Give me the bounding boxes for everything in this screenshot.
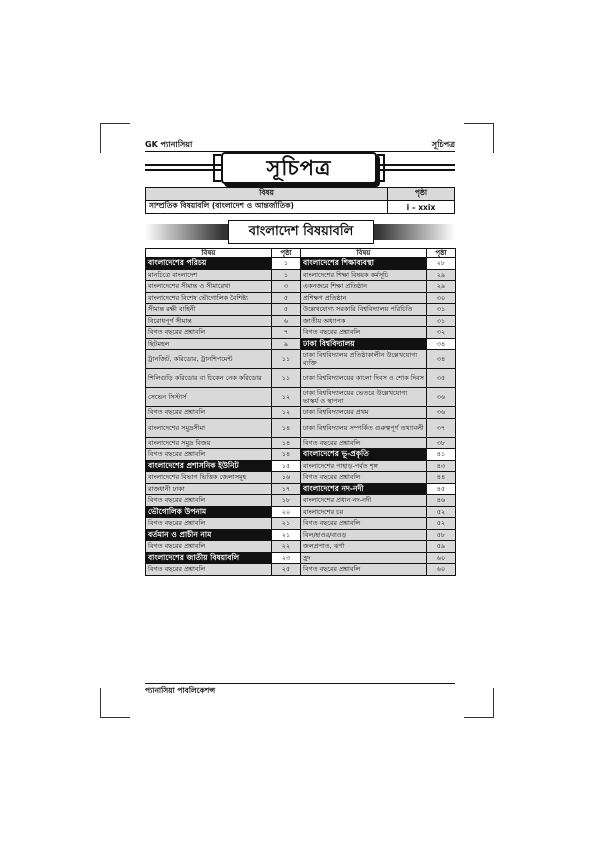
title-band bbox=[145, 152, 455, 182]
crop-mark bbox=[100, 123, 130, 124]
summary-subject: সাম্প্রতিক বিষয়াবলি (বাংলাদেশ ও আন্তর্জাতিক) bbox=[146, 201, 388, 214]
table-row bbox=[146, 495, 456, 507]
contents-table bbox=[145, 248, 456, 576]
crop-mark bbox=[493, 688, 494, 718]
toc-entry-right: বাংলাদেশের শিক্ষা বিষয়ক কর্মসূচি bbox=[301, 269, 427, 281]
toc-page-right: ৩৬ bbox=[427, 407, 456, 419]
table-row bbox=[146, 315, 456, 327]
toc-entry-right: ঢাকা বিশ্ববিদ্যালয়ের প্রথম bbox=[301, 407, 427, 419]
table-row bbox=[146, 350, 456, 369]
crop-mark bbox=[100, 688, 101, 718]
toc-entry-right: ঢাকা বিশ্ববিদ্যালয় bbox=[301, 338, 427, 350]
crop-mark bbox=[464, 717, 494, 718]
summary-header-page: পৃষ্ঠা bbox=[388, 188, 455, 201]
toc-entry-left: বাংলাদেশের বিশেষ ভৌগোলিক বৈশিষ্ট্য bbox=[146, 292, 272, 304]
toc-entry-right: বাংলাদেশের শিক্ষাব্যবস্থা bbox=[301, 258, 427, 270]
toc-page-right: ৫৯ bbox=[427, 541, 456, 553]
toc-page-right: ৪৪ bbox=[427, 472, 456, 484]
toc-page-right: ৩১ bbox=[427, 304, 456, 316]
toc-page-left: ১১ bbox=[272, 350, 301, 369]
toc-entry-left: বিগত বছরের প্রশ্নাবলি bbox=[146, 495, 272, 507]
table-row bbox=[146, 460, 456, 472]
table-row bbox=[146, 506, 456, 518]
toc-page-left: ১৪ bbox=[272, 437, 301, 449]
toc-page-left: ১ bbox=[272, 269, 301, 281]
toc-page-right: ৬০ bbox=[427, 564, 456, 576]
toc-entry-left: ভৌগোলিক উপনাম bbox=[146, 506, 272, 518]
toc-entry-right: বিল/হাওর/বাওড় bbox=[301, 529, 427, 541]
table-row bbox=[146, 418, 456, 437]
title-box bbox=[221, 152, 377, 184]
toc-entry-left: বাংলাদেশের জাতীয় বিষয়াবলি bbox=[146, 552, 272, 564]
table-row bbox=[146, 327, 456, 339]
toc-entry-left: বিগত বছরের প্রশ্নাবলি bbox=[146, 327, 272, 339]
toc-page-left: ২১ bbox=[272, 518, 301, 530]
table-row bbox=[146, 529, 456, 541]
toc-entry-left: সীমান্ত রক্ষী বাহিনী bbox=[146, 304, 272, 316]
toc-entry-right: হ্রদ bbox=[301, 552, 427, 564]
toc-entry-right: বিগত বছরের প্রশ্নাবলি bbox=[301, 472, 427, 484]
toc-page-right: ৩৪ bbox=[427, 350, 456, 369]
toc-entry-right: ঢাকা বিশ্ববিদ্যালয়ের ভেতরে উল্লেখযোগ্য ভাস্কর্য ও স্থাপনা bbox=[301, 388, 427, 407]
toc-entry-right: বাংলাদেশের ভূ-প্রকৃতি bbox=[301, 449, 427, 461]
toc-entry-left: রাজধানী ঢাকা bbox=[146, 483, 272, 495]
header-subject-left: বিষয় bbox=[146, 249, 272, 258]
toc-entry-right: বিগত বছরের প্রশ্নাবলি bbox=[301, 327, 427, 339]
header-left: GK প্যানাসিয়া bbox=[145, 140, 193, 149]
table-row bbox=[146, 292, 456, 304]
toc-entry-right: বিগত বছরের প্রশ্নাবলি bbox=[301, 564, 427, 576]
table-row bbox=[146, 552, 456, 564]
toc-entry-right: উল্লেখযোগ্য সরকারি বিশ্ববিদ্যালয় পরিচিতি bbox=[301, 304, 427, 316]
toc-page-right: ৩৪ bbox=[427, 338, 456, 350]
toc-page-right: ২৮ bbox=[427, 258, 456, 270]
page-title: সূচিপত্র bbox=[266, 156, 332, 180]
table-row bbox=[146, 407, 456, 419]
toc-page-right: ৩০ bbox=[427, 292, 456, 304]
table-row bbox=[146, 518, 456, 530]
summary-header-subject: বিষয় bbox=[146, 188, 388, 201]
toc-entry-left: বিগত বছরের প্রশ্নাবলি bbox=[146, 564, 272, 576]
toc-entry-right: ঢাকা বিশ্ববিদ্যালয় প্রতিষ্ঠাকালীন উল্লেখযোগ্য ব্যক্তি bbox=[301, 350, 427, 369]
summary-table bbox=[145, 187, 455, 214]
toc-page-left: ১৪ bbox=[272, 449, 301, 461]
toc-page-left: ১৬ bbox=[272, 472, 301, 484]
toc-page-right: ২৯ bbox=[427, 269, 456, 281]
toc-entry-right: জাতীয় অধ্যাপক bbox=[301, 315, 427, 327]
toc-page-left: ১১ bbox=[272, 369, 301, 388]
toc-page-right: ৪৫ bbox=[427, 483, 456, 495]
footer-publisher: প্যানাসিয়া পাবলিকেশন্স bbox=[145, 683, 455, 698]
toc-entry-left: বিগত বছরের প্রশ্নাবলি bbox=[146, 449, 272, 461]
toc-page-right: ৩১ bbox=[427, 315, 456, 327]
toc-page-right: ৫২ bbox=[427, 518, 456, 530]
toc-entry-right: বাংলাদেশের নদ-নদী bbox=[301, 483, 427, 495]
toc-entry-left: বাংলাদেশের বিভাগ ভিত্তিক জেলাসমূহ bbox=[146, 472, 272, 484]
toc-page-left: ২১ bbox=[272, 529, 301, 541]
toc-entry-left: বাংলাদেশের সমুদ্র বিজয় bbox=[146, 437, 272, 449]
toc-page-right: ৩৫ bbox=[427, 369, 456, 388]
toc-entry-left: বর্তমান ও প্রাচীন নাম bbox=[146, 529, 272, 541]
table-row bbox=[146, 304, 456, 316]
toc-entry-left: ট্রানজিট, করিডোর, ট্রানশিপমেন্ট bbox=[146, 350, 272, 369]
toc-page-right: ৬০ bbox=[427, 552, 456, 564]
header-page-right: পৃষ্ঠা bbox=[427, 249, 456, 258]
toc-entry-left: মানচিত্রে বাংলাদেশ bbox=[146, 269, 272, 281]
toc-page-left: ১৫ bbox=[272, 460, 301, 472]
toc-page-left: ২২ bbox=[272, 541, 301, 553]
toc-page-left: ১৮ bbox=[272, 495, 301, 507]
toc-page-left: ৭ bbox=[272, 327, 301, 339]
toc-page-left: ১২ bbox=[272, 407, 301, 419]
header-right: সূচিপত্র bbox=[431, 140, 455, 149]
toc-page-right: ৩৮ bbox=[427, 437, 456, 449]
table-row bbox=[146, 269, 456, 281]
table-row bbox=[146, 281, 456, 293]
toc-page-left: ৩ bbox=[272, 281, 301, 293]
toc-entry-left: বিগত বছরের প্রশ্নাবলি bbox=[146, 407, 272, 419]
table-row bbox=[146, 564, 456, 576]
section-title: বাংলাদেশ বিষয়াবলি bbox=[248, 224, 354, 239]
toc-entry-right: বিগত বছরের প্রশ্নাবলি bbox=[301, 437, 427, 449]
toc-entry-right: বাংলাদেশের চর bbox=[301, 506, 427, 518]
toc-entry-left: সেভেন সিস্টার্স bbox=[146, 388, 272, 407]
toc-page-left: ৬ bbox=[272, 315, 301, 327]
toc-page-left: ১৪ bbox=[272, 418, 301, 437]
toc-page-left: ২৫ bbox=[272, 564, 301, 576]
toc-entry-left: বাংলাদেশের পরিচয় bbox=[146, 258, 272, 270]
crop-mark bbox=[100, 717, 130, 718]
toc-page-right: ৩৬ bbox=[427, 388, 456, 407]
table-row bbox=[146, 483, 456, 495]
toc-entry-left: বাংলাদেশের সীমান্ত ও সীমারেখা bbox=[146, 281, 272, 293]
table-row bbox=[146, 369, 456, 388]
toc-page-right: ৩৭ bbox=[427, 418, 456, 437]
toc-entry-left: বিগত বছরের প্রশ্নাবলি bbox=[146, 541, 272, 553]
table-row bbox=[146, 437, 456, 449]
toc-entry-right: প্রশিক্ষণ প্রতিষ্ঠান bbox=[301, 292, 427, 304]
toc-entry-right: একনজরে শিক্ষা প্রতিষ্ঠান bbox=[301, 281, 427, 293]
toc-page-right: ৪৬ bbox=[427, 495, 456, 507]
toc-entry-left: বিরোধপূর্ণ সীমান্ত bbox=[146, 315, 272, 327]
summary-page: i – xxix bbox=[388, 201, 455, 214]
table-row bbox=[146, 472, 456, 484]
toc-entry-left: শিলিগুড়ি করিডোর বা চিকেন নেক করিডোর bbox=[146, 369, 272, 388]
toc-page-right: ৫২ bbox=[427, 506, 456, 518]
table-row bbox=[146, 338, 456, 350]
toc-page-right: ৪৩ bbox=[427, 460, 456, 472]
toc-page-left: ৯ bbox=[272, 338, 301, 350]
toc-page-right: ৩২ bbox=[427, 327, 456, 339]
toc-page-left: ২৩ bbox=[272, 552, 301, 564]
toc-page-left: ৫ bbox=[272, 292, 301, 304]
header-page-left: পৃষ্ঠা bbox=[272, 249, 301, 258]
section-heading bbox=[145, 220, 455, 244]
toc-entry-right: ঢাকা বিশ্ববিদ্যালয়ের কালো দিবস ও শোক দিবস bbox=[301, 369, 427, 388]
toc-entry-right: বাংলাদেশের প্রধান নদ-নদী bbox=[301, 495, 427, 507]
crop-mark bbox=[464, 123, 494, 124]
toc-page-right: ৪১ bbox=[427, 449, 456, 461]
toc-page-left: ৫ bbox=[272, 304, 301, 316]
running-header bbox=[145, 138, 455, 152]
toc-entry-right: বাংলাদেশের পাহাড়-পর্বত শৃঙ্গ bbox=[301, 460, 427, 472]
toc-page-right: ৫৮ bbox=[427, 529, 456, 541]
toc-entry-right: বিগত বছরের প্রশ্নাবলি bbox=[301, 518, 427, 530]
toc-page-left: ১২ bbox=[272, 388, 301, 407]
toc-entry-left: ছিটমহল bbox=[146, 338, 272, 350]
table-row bbox=[146, 449, 456, 461]
toc-entry-left: বাংলাদেশের সমুদ্রসীমা bbox=[146, 418, 272, 437]
header-subject-right: বিষয় bbox=[301, 249, 427, 258]
crop-mark bbox=[493, 123, 494, 153]
toc-entry-left: বিগত বছরের প্রশ্নাবলি bbox=[146, 518, 272, 530]
table-row bbox=[146, 388, 456, 407]
toc-page-right: ২৯ bbox=[427, 281, 456, 293]
table-row bbox=[146, 258, 456, 270]
toc-entry-left: বাংলাদেশের প্রশাসনিক ইউনিট bbox=[146, 460, 272, 472]
toc-page-left: ২০ bbox=[272, 506, 301, 518]
toc-entry-right: জলপ্রপাত, ঝর্ণা bbox=[301, 541, 427, 553]
toc-page-left: ১ bbox=[272, 258, 301, 270]
toc-page-left: ১৭ bbox=[272, 483, 301, 495]
table-row bbox=[146, 541, 456, 553]
crop-mark bbox=[100, 123, 101, 153]
toc-entry-right: ঢাকা বিশ্ববিদ্যালয় সম্পর্কিত গুরুত্বপূর্ণ তথ্যাবলী bbox=[301, 418, 427, 437]
